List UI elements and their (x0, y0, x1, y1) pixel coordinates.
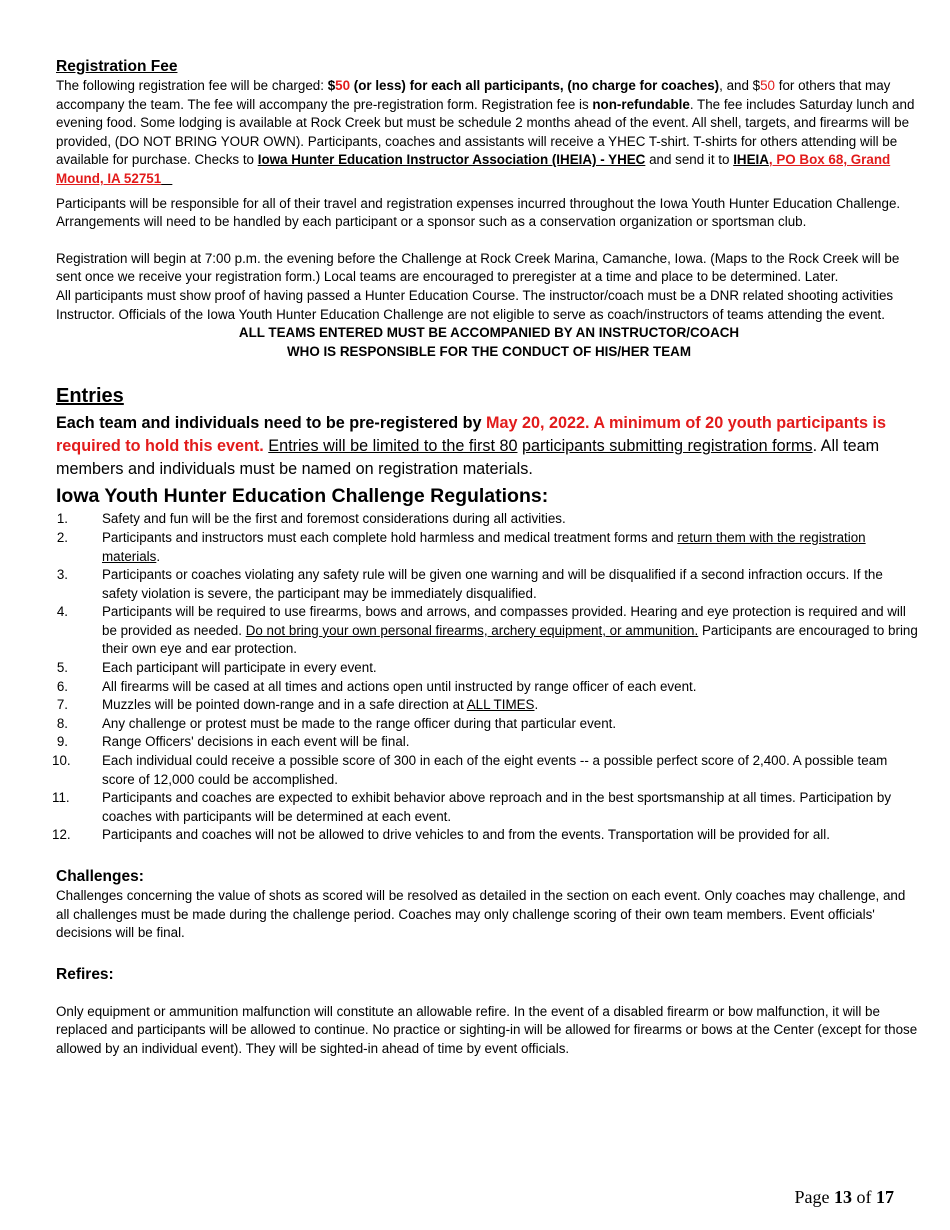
entries-deadline: May 20, 2022. A minimum of 20 youth participants is required to hold this event. (56, 414, 886, 456)
registration-time-paragraph: Registration will begin at 7:00 p.m. the evening before the Challenge at Rock Creek Marina, Camanche, Iowa. (Maps to the Rock Creek will be sent once we receive your registration form.) Local teams are encouraged to preregister at a time and place to be determined. Later. (56, 250, 900, 285)
travel-expenses-paragraph: Participants will be responsible for all of their travel and registration expenses incurred throughout the Iowa Youth Hunter Education Challenge. Arrangements will need to be handled by each participant or a sponsor such as a conservation organization or sportsman club. (56, 195, 901, 230)
item-number: 12. (52, 827, 71, 843)
item-text: Each individual could receive a possible score of 300 in each of the eight events -- a possible perfect score of 2,400. A possible team score of 12,000 could be accomplished. (102, 753, 888, 787)
item-text: Muzzles will be pointed down-range and in a safe direction at (102, 697, 467, 713)
notice-line-2: WHO IS RESPONSIBLE FOR THE CONDUCT OF HIS/HER TEAM (287, 343, 691, 359)
registration-fee-paragraph (56, 77, 922, 189)
fee-amount: 50 (335, 78, 351, 93)
list-item (52, 826, 922, 845)
non-refundable-text: non-refundable (592, 96, 690, 112)
fee-bold-text: (or less) for each all participants, (no charge for coaches) (350, 78, 720, 93)
item-underlined: return them with the registration materials (102, 529, 866, 564)
item-text: Participants and coaches are expected to exhibit behavior above reproach and in the best sportsmanship at all times. Participation by coaches with participants will be determined at each event. (102, 790, 892, 824)
item-number: 10. (52, 753, 71, 769)
registration-fee-heading: Registration Fee (56, 58, 178, 75)
item-text: Each participant will participate in every event. (102, 660, 377, 676)
item-underlined: Do not bring your own personal firearms, archery equipment, or ammunition. (245, 622, 699, 638)
entries-limit: Entries will be limited to the first 80 (268, 437, 518, 456)
item-text: . (156, 548, 161, 564)
list-item (56, 603, 922, 659)
regulations-heading: Iowa Youth Hunter Education Challenge Regulations: (56, 485, 549, 508)
fee-amount-others: 50 (760, 78, 775, 93)
refires-paragraph: Only equipment or ammunition malfunction will constitute an allowable refire. In the event of a disabled firearm or bow malfunction, it will be replaced and participants will be allowed to continue. No practice or sighting-in will be allowed for firearms or bows at the Center (except for those allowed by an individual event). They will be sighted-in ahead of time by event officials. (56, 1003, 918, 1056)
item-text: Participants will be required to use firearms, bows and arrows, and compasses provided. Hearing and eye protection is required and will be provided as needed. (102, 604, 906, 638)
page-number (795, 1187, 895, 1208)
text: and send it to (645, 152, 734, 168)
of-word: of (852, 1187, 876, 1207)
text: The following registration fee will be charged: (56, 78, 328, 93)
payee-name: Iowa Hunter Education Instructor Association (IHEIA) - YHEC (257, 152, 646, 168)
item-number: 3. (56, 567, 68, 583)
item-number: 7. (56, 697, 68, 713)
dollar-sign: $ (327, 78, 336, 93)
current-page: 13 (834, 1187, 852, 1207)
ihea-name: IHEIA (733, 152, 769, 168)
text: . All team members and individuals must be named on registration materials. (56, 437, 880, 479)
document-page (52, 57, 922, 1059)
item-underlined: ALL TIMES (466, 697, 535, 713)
item-number: 4. (56, 604, 68, 620)
challenges-paragraph: Challenges concerning the value of shots as scored will be resolved as detailed in the section on each event. Only coaches may challenge, and all challenges must be made during the challenge period. Coaches may only challenge scoring of their own team members. Event officials' decisions will be final. (56, 888, 906, 941)
item-text: Participants or coaches violating any safety rule will be given one warning and will be disqualified if a second infraction occurs. If the safety violation is severe, the participant may be immediately disqualified. (102, 567, 883, 601)
regulations-list (52, 510, 922, 845)
entries-bold-text: Each team and individuals need to be pre-registered by (56, 414, 486, 433)
list-item (52, 789, 922, 826)
refires-heading: Refires: (56, 965, 114, 983)
entries-heading: Entries (56, 385, 124, 408)
list-item (56, 510, 922, 529)
list-item (56, 529, 922, 566)
challenges-heading: Challenges: (56, 868, 144, 885)
list-item (56, 715, 922, 734)
list-item (56, 566, 922, 603)
item-number: 11. (52, 790, 70, 806)
item-text: Safety and fun will be the first and foremost considerations during all activities. (102, 511, 566, 527)
item-number: 9. (56, 734, 68, 750)
item-text: Participants and coaches will not be allowed to drive vehicles to and from the events. Transportation will be provided for all. (102, 827, 830, 843)
item-number: 2. (56, 529, 68, 545)
text: for others that may accompany the team. The fee will accompany the pre-registration form. Registration fee is (56, 78, 891, 112)
text: , and $ (719, 78, 761, 93)
list-item (52, 752, 922, 789)
list-item (56, 678, 922, 697)
item-text: Participants are encouraged to bring their own eye and ear protection. (102, 622, 918, 657)
entries-forms: participants submitting registration forms (521, 437, 813, 456)
item-number: 5. (56, 660, 68, 676)
list-item (56, 696, 922, 715)
entries-paragraph (56, 412, 922, 481)
text: . The fee includes Saturday lunch and evening food. Some lodging is available at Rock Creek but must be schedule 2 months ahead of the event. All shell, targets, and firearms will be provided, (DO NOT BRING YOUR OWN). Participants, coaches and assistants will receive a YHEC T-shirt. T-shirts for others attending will be available for purchase. Checks to (56, 96, 915, 168)
item-number: 1. (56, 511, 68, 527)
item-text: All firearms will be cased at all times and actions open until instructed by range officer of each event. (102, 678, 697, 694)
page-word: Page (794, 1187, 834, 1207)
item-text: Any challenge or protest must be made to the range officer during that particular event. (102, 715, 617, 731)
list-item (56, 659, 922, 678)
item-text: Participants and instructors must each complete hold harmless and medical treatment forms and (102, 529, 678, 545)
mailing-address: , PO Box 68, Grand Mound, IA 52751 (56, 152, 891, 186)
notice-line-1: ALL TEAMS ENTERED MUST BE ACCOMPANIED BY AN INSTRUCTOR/COACH (238, 325, 740, 341)
proof-paragraph: All participants must show proof of having passed a Hunter Education Course. The instructor/coach must be a DNR related shooting activities Instructor. Officials of the Iowa Youth Hunter Education Challenge are not eligible to serve as coach/instructors of teams attending the event. (56, 287, 894, 322)
item-number: 6. (56, 678, 68, 694)
item-text: . (534, 697, 539, 713)
list-item (56, 733, 922, 752)
item-text: Range Officers' decisions in each event will be final. (102, 734, 410, 750)
item-number: 8. (56, 715, 68, 731)
total-pages: 17 (876, 1187, 894, 1207)
